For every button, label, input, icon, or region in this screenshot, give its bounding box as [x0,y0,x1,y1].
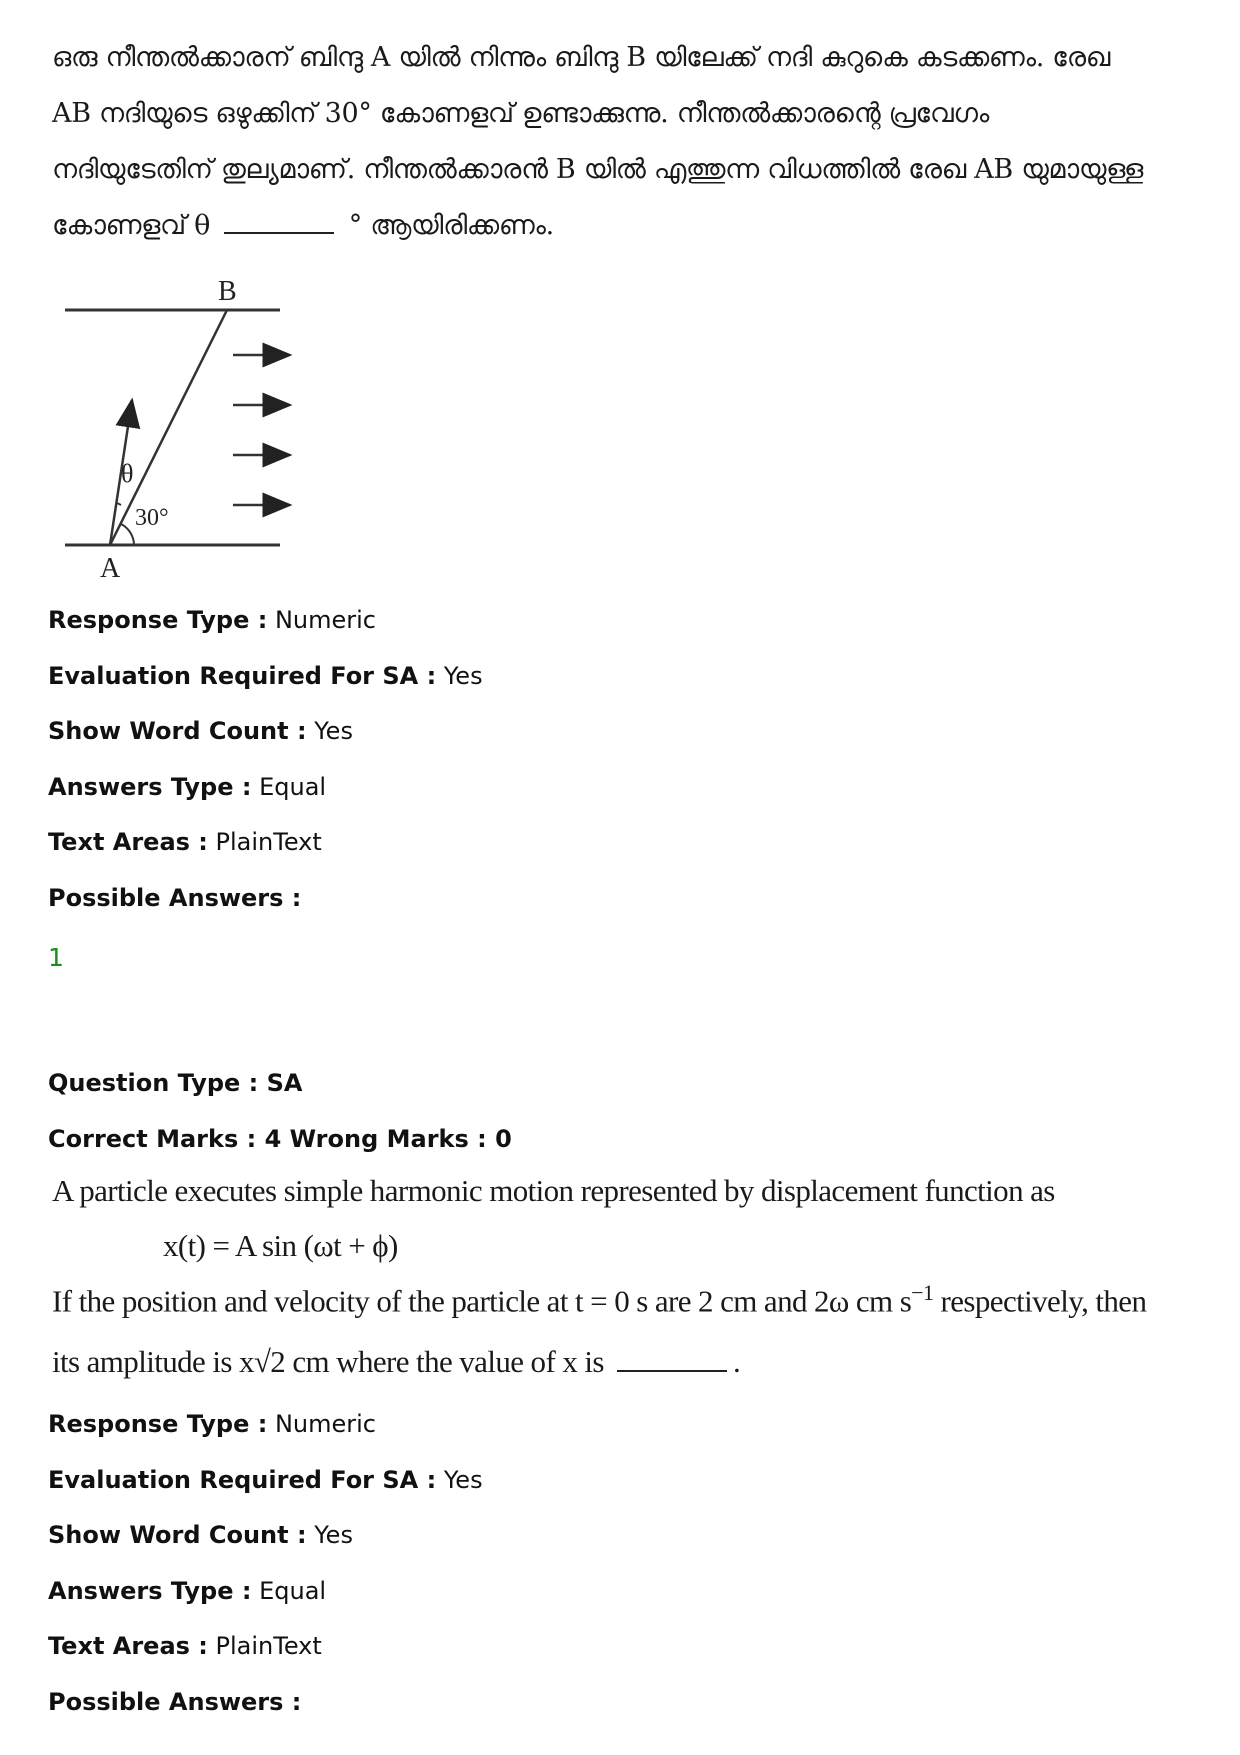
q1-possible-answers: Possible Answers : [48,884,302,912]
q1-evaluation-required: Evaluation Required For SA : Yes [48,662,483,690]
answer-blank [224,210,334,234]
label-a: A [100,553,121,584]
q2-possible-answers: Possible Answers : [48,1688,302,1716]
q2-text-areas: Text Areas : PlainText [48,1632,322,1660]
q2-line-4: its amplitude is x√2 cm where the value of x is . [52,1344,741,1379]
question-1-line-3: നദിയുടേതിന് തുല്യമാണ്. നീന്തൽക്കാരൻ B യിൽ എത്തുന്ന വിധത്തിൽ രേഖ AB യുമായുള്ള [52,154,1144,185]
q2-answers-type: Answers Type : Equal [48,1577,327,1605]
q1-answer-value: 1 [48,943,64,972]
q1-answers-type: Answers Type : Equal [48,773,327,801]
angle-arc-theta [117,503,121,505]
q2-line-3: If the position and velocity of the particle at t = 0 s are 2 cm and 2ω cm $s^{-1}$ respectively, then [52,1280,1147,1319]
q2-evaluation-required: Evaluation Required For SA : Yes [48,1466,483,1494]
q1-response-type: Response Type : Numeric [48,606,376,634]
q2-show-word-count: Show Word Count : Yes [48,1521,353,1549]
river-crossing-diagram [55,270,315,590]
answer-blank [617,1346,727,1372]
label-30-degrees: 30° [135,505,169,531]
question-1-text [52,30,1144,254]
question-1-line-1: ഒരു നീന്തൽക്കാരന് ബിന്ദു A യിൽ നിന്നും ബിന്ദു B യിലേക്ക് നദി കുറുകെ കടക്കണം. രേഖ [52,42,1111,73]
question-1-line-4-start: കോണളവ് θ [52,210,211,241]
question-1-line-4-end: ° ആയിരിക്കണം. [348,210,554,241]
q1-text-areas: Text Areas : PlainText [48,828,322,856]
q2-line-1: A particle executes simple harmonic motion represented by displacement function as [52,1173,1055,1208]
angle-arc-30 [121,524,134,545]
label-b: B [218,276,237,307]
question-1-line-4 [52,198,952,254]
q2-response-type: Response Type : Numeric [48,1410,376,1438]
q2-marks: Correct Marks : 4 Wrong Marks : 0 [48,1125,512,1153]
label-theta: θ [121,459,134,488]
q2-question-type: Question Type : SA [48,1069,303,1097]
q2-formula: x(t) = A sin (ωt + ϕ) [163,1228,398,1263]
question-1-line-2: AB നദിയുടെ ഒഴുക്കിന് 30° കോണളവ് ഉണ്ടാക്കുന്നു. നീന്തൽക്കാരന്റെ പ്രവേഗം [52,98,989,129]
q1-show-word-count: Show Word Count : Yes [48,717,353,745]
